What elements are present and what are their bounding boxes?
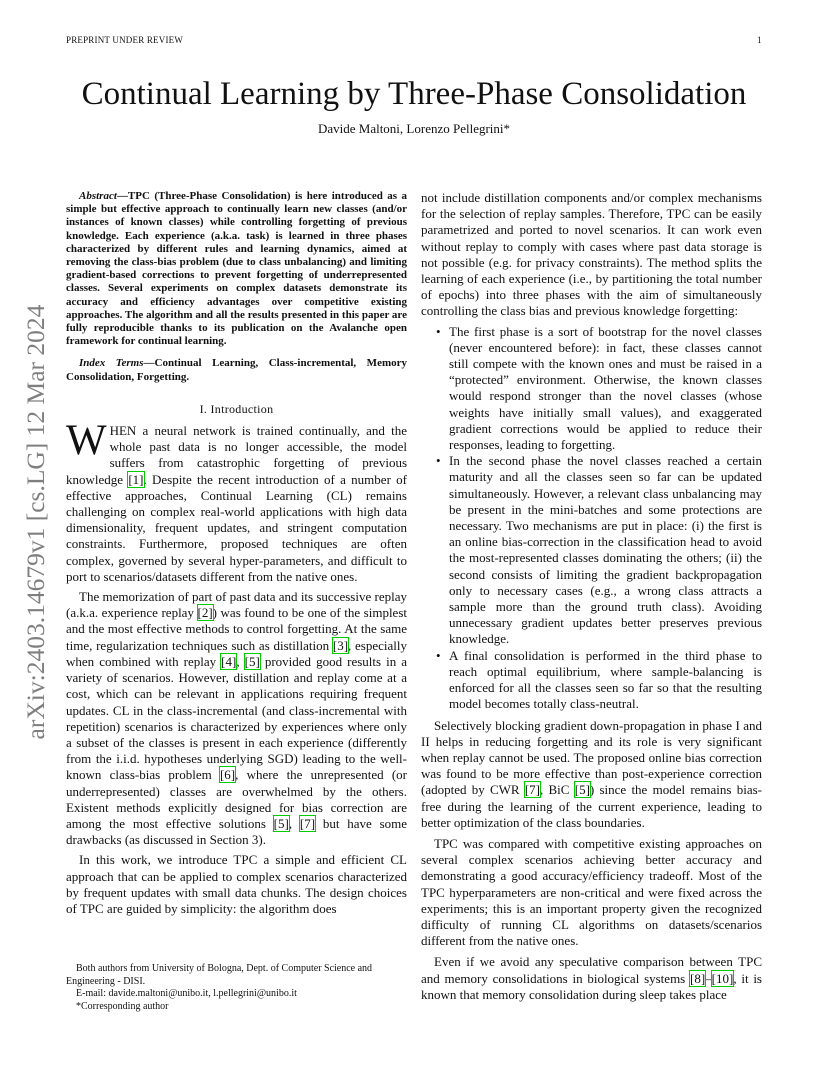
citation-link[interactable]: [8] bbox=[690, 970, 706, 986]
citation-link[interactable]: [1] bbox=[128, 471, 144, 487]
footnote-corresponding: *Corresponding author bbox=[76, 1000, 169, 1012]
citation-link[interactable]: [6] bbox=[219, 767, 236, 783]
footnote-affiliation: Both authors from University of Bologna, Dept. of Computer Science and Engineering - DISI. bbox=[66, 963, 373, 987]
list-item-text: In the second phase the novel classes reached a certain maturity and all the classes seen so far can be updated simultaneously. However, a relevant class unbalancing may be present in the mini-batches and some protections are necessary. Two mechanisms are put in place: (i) the first is an online bias-correction in the classification head to avoid the most-represented classes dominating the others; (ii) the second consists of limiting the gradient backpropagation only to necessary cases (e.g., a wrong class attracts a sample more than the ground truth class). Avoiding unnecessary gradient updates better preserves previous knowledge. bbox=[449, 453, 762, 647]
right-text: – bbox=[705, 970, 712, 986]
list-item bbox=[421, 324, 762, 454]
right-text: Selectively blocking gradient down-propagation in phase I and II helps in reducing forgetting and its role is very significant when replay cannot be used. The proposed online bias correction was found to be more effective than post-experience correction (adopted by CWR bbox=[421, 717, 762, 798]
index-terms-label: Index Terms bbox=[79, 357, 144, 370]
running-head: PREPRINT UNDER REVIEW bbox=[66, 35, 184, 45]
right-text: , it is known that memory consolidation during sleep takes place bbox=[421, 970, 762, 1002]
citation-link[interactable]: [5] bbox=[244, 653, 260, 669]
paper-title: Continual Learning by Three-Phase Consolidation bbox=[81, 76, 747, 112]
bullet-icon: • bbox=[436, 453, 441, 469]
right-column bbox=[421, 190, 762, 1003]
citation-link[interactable]: [7] bbox=[299, 815, 316, 831]
intro-text: , where the unrepresented (or underrepresented) classes are overwhelmed by the others. Existent methods explicitly designed for bias correction are among the most effective solutions bbox=[66, 767, 407, 831]
left-column bbox=[66, 190, 407, 917]
author-list: Davide Maltoni, Lorenzo Pellegrini* bbox=[317, 121, 511, 136]
intro-text: . Despite the recent introduction of a number of effective approaches, Continual Learning (CL) remains challenging on complex real-world applications with high data dimensionality, frequent updates, and stringent computation constraints. Furthermore, proposed techniques are often complex, governed by several hyper-parameters, and difficult to port to scenarios/datasets different from the native ones. bbox=[66, 471, 408, 584]
right-text: , BiC bbox=[540, 782, 575, 798]
right-paragraph-0: not include distillation components and/or complex mechanisms for the selection of replay samples. Therefore, TPC can be easily parametrized and ported to novel scenarios. It can work even without replay to comply with cases where past data storage is not possible (e.g. for privacy constraints). The method splits the learning of each experience (i.e., by partitioning the total number of epochs) into three phases with the aim of simultaneously controlling the class bias and previous knowledge forgetting: bbox=[421, 190, 762, 319]
citation-link[interactable]: [5] bbox=[574, 782, 590, 798]
index-terms-text: —Continual Learning, Class-incremental, Memory Consolidation, Forgetting. bbox=[66, 357, 407, 383]
right-paragraph-3 bbox=[421, 954, 762, 1003]
intro-paragraph-1 bbox=[66, 417, 408, 585]
list-item-text: The first phase is a sort of bootstrap for the novel classes (never encountered before): in fact, these classes cannot still compete with the known ones and must be raised in a “protected” environment. Otherwise, the known classes would respond stronger than the novel classes (whose weights have initially small values), and exaggerated gradient corrections would be applied to reduce their responses, leading to forgetting. bbox=[449, 323, 762, 453]
footnotes bbox=[66, 963, 407, 1013]
intro-text: , bbox=[288, 815, 300, 831]
intro-text: but have some drawbacks (as discussed in Section 3). bbox=[66, 815, 408, 848]
abstract-label: Abstract bbox=[79, 190, 117, 202]
bullet-icon: • bbox=[436, 647, 441, 663]
bullet-icon: • bbox=[436, 323, 441, 339]
drop-cap: W bbox=[66, 417, 107, 465]
intro-text: ) was found to be one of the simplest and the most effective methods to control forgetting. At the same time, regularization techniques such as distillation bbox=[66, 605, 407, 653]
citation-link[interactable]: [3] bbox=[332, 637, 349, 653]
footnote-email: E-mail: davide.maltoni@unibo.it, l.pellegrini@unibo.it bbox=[76, 988, 297, 999]
intro-paragraph-3: In this work, we introduce TPC a simple and efficient CL approach that can be applied to complex scenarios characterized by frequent updates with small data chunks. The design choices of TPC are guided by simplicity: the algorithm does bbox=[66, 852, 407, 916]
right-paragraph-1 bbox=[421, 718, 762, 831]
list-item-text: A final consolidation is performed in the third phase to reach optimal equilibrium, where sample-balancing is enforced for all the classes seen so far so that the resulting model becomes totally class-neutral. bbox=[449, 647, 762, 712]
intro-text: , bbox=[236, 653, 245, 669]
intro-paragraph-2 bbox=[66, 589, 407, 848]
abstract bbox=[66, 190, 407, 348]
intro-text: The memorization of part of past data and its successive replay (a.k.a. experience replay bbox=[66, 589, 407, 621]
index-terms bbox=[66, 357, 407, 383]
intro-text: , especially when combined with replay bbox=[66, 637, 407, 669]
list-item bbox=[421, 648, 762, 713]
citation-link[interactable]: [4] bbox=[221, 653, 237, 669]
right-text: ) since the model remains bias-free during the learning of the current experience, leading to better optimization of the class boundaries. bbox=[421, 782, 762, 830]
intro-text: provided good results in a variety of scenarios. However, distillation and replay come at a cost, which can be relevant in applications requiring frequent updates. CL in the class-incremental (and class-incremental with repetition) scenarios is characterized by experiences where only a subset of the classes is present in each experience (differently from the i.i.d. hypotheses underlying SGD) leading to the well-known class-bias problem bbox=[66, 653, 408, 783]
list-item bbox=[421, 453, 762, 647]
citation-link[interactable]: [7] bbox=[524, 782, 541, 798]
citation-link[interactable]: [5] bbox=[273, 815, 289, 831]
section-heading-introduction: I. Introduction bbox=[199, 401, 274, 416]
arxiv-stamp[interactable]: arXiv:2403.14679v1 [cs.LG] 12 Mar 2024 bbox=[21, 304, 50, 740]
abstract-text: —TPC (Three-Phase Consolidation) is here introduced as a simple but effective approach to continually learn new classes (and/or instances of known classes) while controlling forgetting of previous knowledge. Each experience (a.k.a. task) is learned in three phases characterized by different rules and learning dynamics, aimed at removing the class-bias problem (due to class unbalancing) and limiting gradient-based corrections to prevent forgetting of underrepresented classes. Several experiments on complex datasets demonstrate its accuracy and efficiency advantages over competitive existing approaches. The algorithm and all the results presented in this paper are fully reproducible thanks to its publication on the Avalanche open framework for continual learning. bbox=[66, 190, 407, 348]
intro-text: HEN a neural network is trained continually, and the whole past data is no longer accessible, the model suffers from catastrophic forgetting of previous knowledge bbox=[66, 423, 407, 487]
citation-link[interactable]: [10] bbox=[711, 970, 734, 986]
right-text: Even if we avoid any speculative comparison between TPC and memory consolidations in biological systems bbox=[421, 954, 762, 986]
phase-list bbox=[421, 324, 762, 713]
citation-link[interactable]: [2] bbox=[197, 605, 213, 621]
right-paragraph-2: TPC was compared with competitive existing approaches on several complex scenarios achieving better accuracy and demonstrating a good accuracy/efficiency tradeoff. Most of the TPC hyperparameters are non-critical and were fixed across the experiments; this is an important property given the recognized difficulty of running CL algorithms on datasets/scenarios different from the native ones. bbox=[421, 835, 762, 949]
page-number: 1 bbox=[757, 35, 762, 45]
